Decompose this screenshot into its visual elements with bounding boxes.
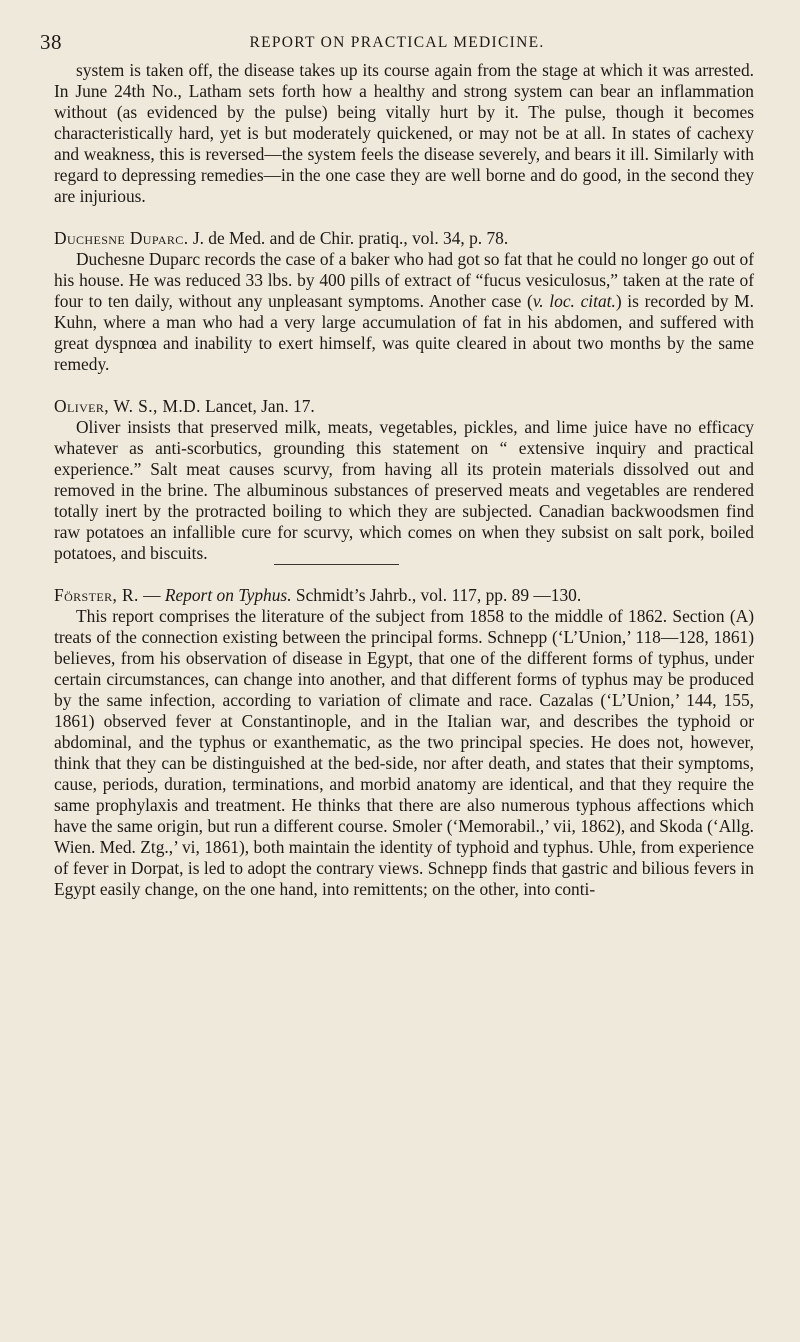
entry-forster [54, 585, 754, 900]
entry-duchesne-duparc [54, 228, 754, 375]
running-head: REPORT ON PRACTICAL MEDICINE. [249, 34, 545, 51]
page-header [40, 30, 754, 54]
entry-body-italic: v. loc. citat. [532, 291, 616, 311]
entry-body-text: ) is recorded by M. Kuhn, where a man who had a very large accumulation of fat in his abdomen, and suffered with great dyspnœa and inability to exert himself, was quite cleared in about two months by the same remedy. [54, 291, 754, 374]
entry-citation [54, 396, 754, 417]
entry-body: Oliver insists that preserved milk, meats, vegetables, pickles, and lime juice have no efficacy whatever as anti-scorbutics, grounding this statement on “ extensive inquiry and practical experience.” Salt meat causes scurvy, from having all its protein materials dissolved out and removed in the brine. The albuminous substances of preserved meats and vegetables are rendered totally inert by the protracted boiling to which they are subjected. Canadian backwoodsmen find raw potatoes an infallible cure for scurvy, which comes on when they subsist on salt pork, boiled potatoes, and biscuits. [54, 417, 754, 563]
intro-paragraph: system is taken off, the disease takes up its course again from the stage at which it was arrested. In June 24th No., Latham sets forth how a healthy and strong system can bear an inflammation without (as evidenced by the pulse) being vitally hurt by it. The pulse, though it becomes characteristically hard, yet is but moderately quickened, or may not be at all. In states of cachexy and weakness, this is reversed—the system feels the disease severely, and bears it ill. Similarly with regard to depressing remedies—in the one case they are well borne and do good, in the second they are injurious. [54, 60, 754, 206]
entry-body [54, 249, 754, 375]
entry-body: This report comprises the literature of the subject from 1858 to the middle of 1862. Section (A) treats of the connection existing between the principal forms. Schnepp (‘L’Union,’ 118—128, 1861) believes, from his observation of disease in Egypt, that one of the different forms of typhus, under certain circumstances, can change into another, and that different forms of typhus may be produced by the same infection, according to variation of climate and race. Cazalas (‘L’Union,’ 144, 155, 1861) observed fever at Constantinople, and in the Italian war, and describes the typhoid or abdominal, and the typhus or exanthematic, as the two principal species. He does not, however, think that they can be distinguished at the bed-side, nor after death, and states that their symptoms, cause, periods, duration, terminations, and morbid anatomy are identical, and that they require the same prophylaxis and treatment. He thinks that there are also numerous typhous affections which have the same origin, but run a different course. Smoler (‘Memorabil.,’ vii, 1862), and Skoda (‘Allg. Wien. Med. Ztg.,’ vi, 1861), both maintain the identity of typhoid and typhus. Uhle, from experience of fever in Dorpat, is led to adopt the contrary views. Schnepp finds that gastric and bilious fevers in Egypt easily change, on the one hand, into remittents; on the other, into conti- [54, 606, 754, 899]
page-body [54, 60, 754, 900]
entry-oliver [54, 396, 754, 564]
entry-author: Duchesne Duparc. [54, 228, 189, 248]
entry-body-text: Duchesne Duparc records the case of a baker who had got so fat that he could no longer go out of his house. He was reduced 33 lbs. by 400 pills of extract of “fucus vesiculosus,” taken at the rate of four to ten daily, without any unpleasant symptoms. Another case ( [54, 249, 755, 311]
entry-author: Oliver, W. S., M.D. [54, 396, 201, 416]
entry-citation [54, 228, 754, 249]
entry-citation [54, 585, 754, 606]
entry-source: Lancet, Jan. 17. [200, 396, 315, 416]
page-number: 38 [40, 30, 62, 54]
entry-dash: — [138, 585, 165, 605]
section-rule-wrap [54, 564, 754, 566]
entry-title: Report on Typhus. [164, 585, 292, 605]
entry-source: Schmidt’s Jahrb., vol. 117, pp. 89 —130. [291, 585, 582, 605]
entry-author: Förster, R. [54, 585, 139, 605]
section-rule [274, 564, 399, 565]
entry-source: J. de Med. and de Chir. pratiq., vol. 34, p. 78. [188, 228, 509, 248]
